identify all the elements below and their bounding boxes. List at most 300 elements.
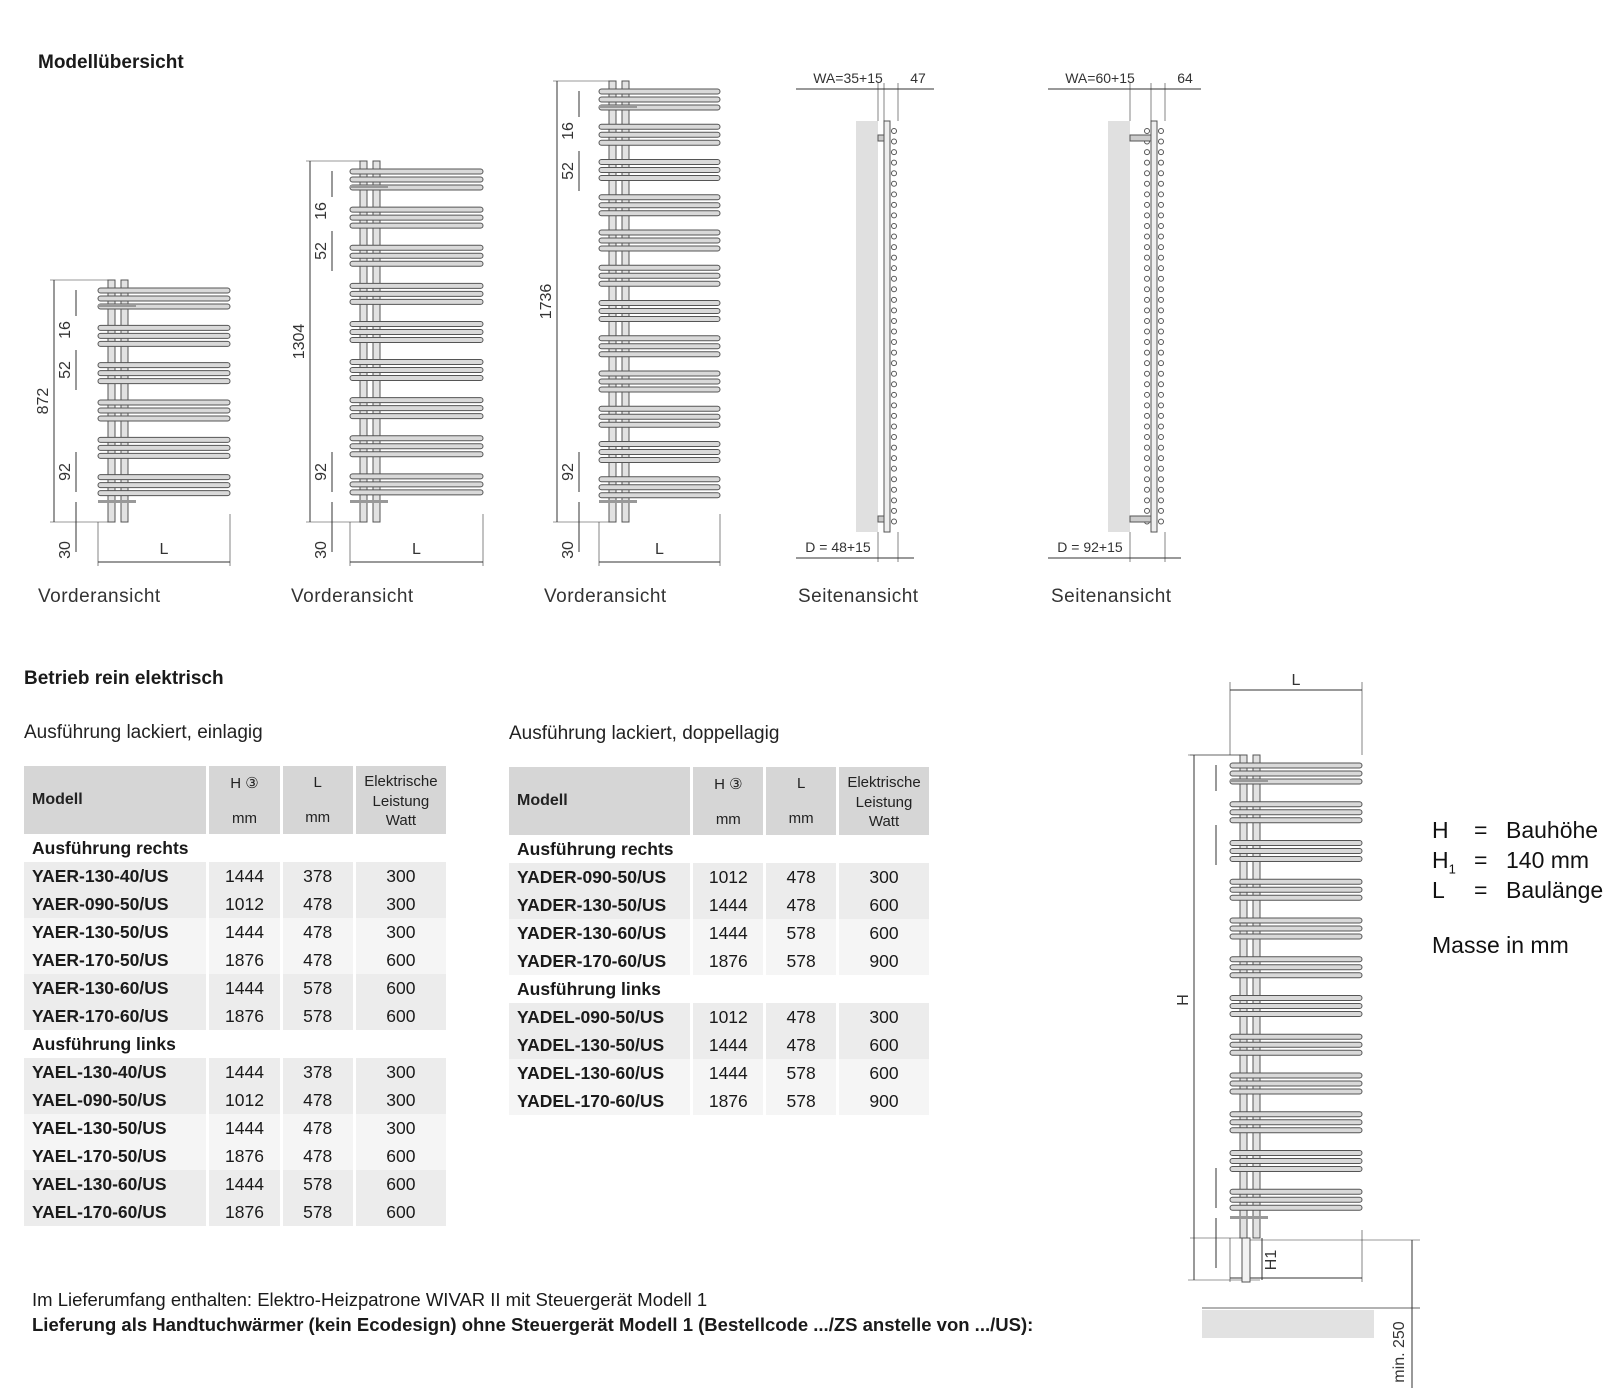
- bar-section: [1159, 435, 1164, 440]
- radiator-bar: [1230, 1197, 1362, 1202]
- bar-section: [892, 181, 897, 186]
- install-min-label: min. 250: [1391, 1321, 1409, 1383]
- radiator-bar: [1230, 1167, 1362, 1172]
- cell-length: 578: [283, 1002, 356, 1030]
- legend-h1: [1432, 847, 1589, 877]
- collector-side: [1151, 121, 1157, 532]
- header-h-unit: mm: [715, 810, 741, 828]
- spacing-label: 52: [313, 242, 331, 260]
- bar-section: [1145, 192, 1150, 197]
- radiator-bar: [350, 398, 483, 403]
- cell-height: 1012: [693, 1003, 766, 1031]
- bar-section: [1159, 192, 1164, 197]
- radiator-bar: [1230, 849, 1362, 854]
- cell-model: YADER-090-50/US: [509, 863, 693, 891]
- radiator-bar: [599, 422, 720, 427]
- radiator-bar: [98, 379, 230, 384]
- wall-distance-label: WA=35+15: [813, 70, 883, 86]
- bar-section: [1159, 181, 1164, 186]
- length-label: L: [159, 541, 169, 558]
- radiator-bar: [98, 437, 230, 442]
- legend-eq: =: [1474, 847, 1488, 873]
- connection-rod: [98, 304, 136, 307]
- bar-section: [892, 160, 897, 165]
- bar-section: [1145, 150, 1150, 155]
- radiator-bar: [1230, 1112, 1362, 1117]
- width-label: 64: [1177, 70, 1193, 86]
- table-row: [24, 1198, 446, 1226]
- bar-section: [892, 508, 897, 513]
- table-row: [24, 1142, 446, 1170]
- cell-power: 900: [839, 947, 929, 975]
- bar-section: [1145, 171, 1150, 176]
- cell-height: 1444: [693, 891, 766, 919]
- bar-section: [1145, 392, 1150, 397]
- header-power: [356, 766, 446, 834]
- cell-length: 578: [283, 1170, 356, 1198]
- radiator-bar: [1230, 1073, 1362, 1078]
- radiator-bar: [350, 321, 483, 326]
- radiator-bar: [599, 485, 720, 490]
- header-model: Modell: [509, 767, 693, 835]
- bar-section: [1159, 361, 1164, 366]
- cell-power: 300: [356, 1114, 446, 1142]
- group-row: [509, 975, 929, 1003]
- bar-section: [1159, 403, 1164, 408]
- radiator-bar: [1230, 1205, 1362, 1210]
- overview-title: Modellübersicht: [38, 52, 184, 73]
- floor: [1202, 1310, 1374, 1338]
- group-label: Ausführung rechts: [24, 834, 446, 862]
- bottom-label: 30: [313, 541, 331, 559]
- spacing-label: 16: [560, 122, 578, 140]
- radiator-bar: [599, 203, 720, 208]
- cell-length: 378: [283, 1058, 356, 1086]
- bar-section: [1159, 276, 1164, 281]
- cell-model: YAER-170-50/US: [24, 946, 209, 974]
- bar-section: [892, 371, 897, 376]
- bar-section: [892, 435, 897, 440]
- cell-power: 600: [356, 1198, 446, 1226]
- bar-section: [892, 382, 897, 387]
- radiator-bar: [350, 253, 483, 258]
- radiator-bar: [599, 160, 720, 165]
- cell-power: 600: [356, 1002, 446, 1030]
- cell-height: 1012: [209, 1086, 282, 1114]
- bar-section: [892, 477, 897, 482]
- radiator-bar: [599, 281, 720, 286]
- cell-height: 1876: [209, 1142, 282, 1170]
- bar-section: [1145, 477, 1150, 482]
- bar-section: [892, 202, 897, 207]
- cell-height: 1444: [693, 1031, 766, 1059]
- header-h: [693, 767, 766, 835]
- wall-bracket: [878, 135, 884, 141]
- radiator-bar: [350, 245, 483, 250]
- cell-model: YADEL-170-60/US: [509, 1087, 693, 1115]
- bar-section: [892, 340, 897, 345]
- table-double: [509, 767, 929, 1115]
- table-single: [24, 766, 446, 1226]
- connection-rod: [599, 105, 637, 108]
- radiator-bar: [350, 360, 483, 365]
- radiator-bar: [599, 317, 720, 322]
- bar-section: [892, 297, 897, 302]
- bar-section: [1159, 350, 1164, 355]
- radiator-bar: [350, 291, 483, 296]
- footer-delivery: Lieferung als Handtuchwärmer (kein Ecodesign) ohne Steuergerät Modell 1 (Bestellcode .../ZS anstelle von .../US):: [32, 1314, 1034, 1335]
- bar-section: [1145, 276, 1150, 281]
- bar-section: [892, 171, 897, 176]
- bar-section: [892, 487, 897, 492]
- cell-height: 1444: [209, 918, 282, 946]
- bar-section: [1145, 413, 1150, 418]
- radiator-bar: [599, 195, 720, 200]
- bar-section: [1145, 508, 1150, 513]
- group-label: Ausführung rechts: [509, 835, 929, 863]
- radiator-bar: [350, 329, 483, 334]
- table-row: [24, 946, 446, 974]
- bar-section: [892, 413, 897, 418]
- bar-section: [1159, 487, 1164, 492]
- installation-drawing: [1175, 672, 1420, 1388]
- bar-section: [1145, 350, 1150, 355]
- install-length-label: L: [1291, 672, 1301, 689]
- table-row: [24, 1114, 446, 1142]
- bar-section: [892, 498, 897, 503]
- radiator-bar: [599, 442, 720, 447]
- spacing-label: 16: [57, 321, 75, 339]
- bar-section: [1159, 508, 1164, 513]
- radiator-bar: [1230, 1120, 1362, 1125]
- connection-rod: [1230, 779, 1268, 782]
- radiator-bar: [599, 379, 720, 384]
- bar-section: [1145, 329, 1150, 334]
- cell-power: 600: [839, 891, 929, 919]
- cell-model: YAER-090-50/US: [24, 890, 209, 918]
- radiator-bar: [350, 482, 483, 487]
- spacing-label: 52: [57, 361, 75, 379]
- caption-front-c: Vorderansicht: [544, 586, 667, 607]
- bar-section: [1159, 213, 1164, 218]
- cell-model: YAER-170-60/US: [24, 1002, 209, 1030]
- wall-bracket: [878, 516, 884, 522]
- radiator-bar: [1230, 1089, 1362, 1094]
- radiator-bar: [599, 124, 720, 129]
- radiator-bar: [98, 453, 230, 458]
- bar-section: [892, 445, 897, 450]
- radiator-bar: [1230, 996, 1362, 1001]
- radiator-bar: [599, 176, 720, 181]
- bar-section: [892, 424, 897, 429]
- table-row: [24, 974, 446, 1002]
- radiator-bar: [98, 408, 230, 413]
- radiator-bar: [599, 414, 720, 419]
- radiator-bar: [350, 299, 483, 304]
- caption-front-a: Vorderansicht: [38, 586, 161, 607]
- wall: [856, 121, 878, 532]
- connection-rod: [1230, 1216, 1268, 1219]
- radiator-bar: [1230, 1012, 1362, 1017]
- bar-section: [892, 466, 897, 471]
- cell-height: 1012: [693, 863, 766, 891]
- radiator-bar: [599, 387, 720, 392]
- legend-eq: =: [1474, 817, 1488, 843]
- height-label: 1736: [538, 283, 556, 320]
- group-label: Ausführung links: [24, 1030, 446, 1058]
- cell-power: 600: [839, 1031, 929, 1059]
- bottom-label: 30: [560, 541, 578, 559]
- cell-length: 478: [766, 863, 839, 891]
- radiator-bar: [599, 89, 720, 94]
- bar-section: [1159, 245, 1164, 250]
- cell-power: 300: [356, 1058, 446, 1086]
- bar-section: [1159, 466, 1164, 471]
- cell-model: YADER-170-60/US: [509, 947, 693, 975]
- cell-length: 478: [283, 1142, 356, 1170]
- bar-section: [1145, 266, 1150, 271]
- bar-section: [892, 192, 897, 197]
- cell-power: 300: [356, 890, 446, 918]
- radiator-bar: [98, 483, 230, 488]
- radiator-bar: [1230, 965, 1362, 970]
- table-row: [24, 862, 446, 890]
- table-row: [509, 1003, 929, 1031]
- cell-power: 300: [356, 1086, 446, 1114]
- header-l-label: L: [796, 775, 806, 792]
- wall-bracket: [1130, 135, 1151, 141]
- bar-section: [1159, 382, 1164, 387]
- radiator-bar: [599, 238, 720, 243]
- bar-section: [1159, 456, 1164, 461]
- radiator-bar: [350, 207, 483, 212]
- radiator-bar: [599, 309, 720, 314]
- side-view-single: [796, 70, 934, 562]
- bar-section: [1145, 424, 1150, 429]
- install-height-label: H: [1175, 994, 1193, 1006]
- radiator-bar: [1230, 802, 1362, 807]
- width-label: 47: [910, 70, 926, 86]
- radiator-bar: [1230, 1050, 1362, 1055]
- legend-h: [1432, 817, 1598, 844]
- bar-section: [1159, 255, 1164, 260]
- bar-section: [1145, 466, 1150, 471]
- radiator-bar: [350, 283, 483, 288]
- radiator-bar: [1230, 841, 1362, 846]
- bar-section: [892, 150, 897, 155]
- cell-power: 600: [839, 919, 929, 947]
- bar-section: [1159, 160, 1164, 165]
- radiator-bar: [1230, 934, 1362, 939]
- radiator-bar: [599, 273, 720, 278]
- radiator-bar: [1230, 1159, 1362, 1164]
- radiator-bar: [599, 301, 720, 306]
- cell-height: 1876: [693, 1087, 766, 1115]
- depth-label: D = 48+15: [805, 539, 871, 555]
- group-row: [509, 835, 929, 863]
- cell-model: YADEL-130-60/US: [509, 1059, 693, 1087]
- radiator-bar: [350, 436, 483, 441]
- collector-side: [884, 121, 890, 532]
- radiator-bar: [1230, 818, 1362, 823]
- bar-section: [1159, 445, 1164, 450]
- length-label: L: [655, 541, 664, 558]
- radiator-bar: [350, 177, 483, 182]
- legend-l-value: Baulänge: [1506, 877, 1604, 903]
- radiator-bar: [1230, 973, 1362, 978]
- bar-section: [892, 350, 897, 355]
- header-power-label: Elektrische Leistung: [847, 773, 921, 811]
- table-row: [509, 891, 929, 919]
- radiator-bar: [599, 336, 720, 341]
- header-h-label: H ③: [714, 775, 743, 793]
- radiator-bar: [599, 246, 720, 251]
- cell-length: 578: [766, 1059, 839, 1087]
- cell-model: YAEL-130-40/US: [24, 1058, 209, 1086]
- cell-length: 478: [283, 946, 356, 974]
- radiator-bar: [599, 97, 720, 102]
- header-l: [766, 767, 839, 835]
- connection-rod: [98, 500, 136, 503]
- radiator-bar: [599, 352, 720, 357]
- header-power-label: Elektrische Leistung: [364, 772, 438, 810]
- cell-length: 478: [766, 1031, 839, 1059]
- bar-section: [1145, 255, 1150, 260]
- bar-section: [1145, 223, 1150, 228]
- bar-section: [892, 287, 897, 292]
- table-double-title: Ausführung lackiert, doppellagig: [509, 723, 780, 744]
- cell-power: 600: [356, 1170, 446, 1198]
- radiator-bar: [599, 477, 720, 482]
- caption-side-a: Seitenansicht: [798, 586, 919, 607]
- radiator-bar: [1230, 1042, 1362, 1047]
- length-label: L: [412, 541, 421, 558]
- legend-h-value: Bauhöhe: [1506, 817, 1599, 843]
- radiator-bar: [599, 168, 720, 173]
- group-row: [24, 1030, 446, 1058]
- group-label: Ausführung links: [509, 975, 929, 1003]
- bar-section: [1145, 308, 1150, 313]
- header-l-unit: mm: [788, 810, 814, 827]
- radiator-bar: [599, 450, 720, 455]
- table-row: [509, 863, 929, 891]
- cell-length: 478: [766, 891, 839, 919]
- bar-section: [1145, 340, 1150, 345]
- cell-length: 578: [766, 1087, 839, 1115]
- bar-section: [892, 213, 897, 218]
- bar-section: [1145, 456, 1150, 461]
- radiator-bar: [350, 490, 483, 495]
- bar-section: [892, 392, 897, 397]
- bottom-label: 30: [57, 541, 75, 559]
- bar-section: [1159, 202, 1164, 207]
- bar-section: [1145, 371, 1150, 376]
- radiator-bar: [1230, 879, 1362, 884]
- cell-power: 900: [839, 1087, 929, 1115]
- caption-front-b: Vorderansicht: [291, 586, 414, 607]
- height-label: 872: [35, 387, 53, 415]
- bar-section: [1145, 297, 1150, 302]
- bar-section: [1159, 318, 1164, 323]
- table-row: [509, 1087, 929, 1115]
- cell-height: 1444: [209, 1058, 282, 1086]
- cell-length: 578: [766, 947, 839, 975]
- legend-l: [1432, 877, 1603, 904]
- radiator-bar: [1230, 1004, 1362, 1009]
- bar-section: [1145, 160, 1150, 165]
- bar-section: [892, 456, 897, 461]
- cell-length: 478: [766, 1003, 839, 1031]
- wall-bracket: [1130, 516, 1151, 522]
- radiator-bar: [1230, 763, 1362, 768]
- group-row: [24, 834, 446, 862]
- cell-model: YAEL-130-50/US: [24, 1114, 209, 1142]
- cell-length: 578: [283, 1198, 356, 1226]
- caption-side-b: Seitenansicht: [1051, 586, 1172, 607]
- table-row: [24, 1002, 446, 1030]
- spacing-label: 92: [57, 463, 75, 481]
- cell-model: YAEL-130-60/US: [24, 1170, 209, 1198]
- bar-section: [1145, 403, 1150, 408]
- bar-section: [1159, 498, 1164, 503]
- radiator-bar: [1230, 1034, 1362, 1039]
- bar-section: [1145, 181, 1150, 186]
- radiator-bar: [599, 344, 720, 349]
- bar-section: [892, 519, 897, 524]
- radiator-bar: [599, 230, 720, 235]
- radiator-bar: [599, 493, 720, 498]
- legend-h-symbol: H: [1432, 817, 1449, 843]
- radiator-bar: [1230, 771, 1362, 776]
- cell-length: 478: [283, 918, 356, 946]
- table-row: [509, 919, 929, 947]
- legend-l-symbol: L: [1432, 877, 1445, 903]
- radiator-bar: [350, 215, 483, 220]
- bar-section: [1145, 245, 1150, 250]
- bar-section: [1145, 213, 1150, 218]
- bar-section: [1159, 266, 1164, 271]
- radiator-bar: [98, 445, 230, 450]
- radiator-bar: [350, 414, 483, 419]
- wall: [1108, 121, 1130, 532]
- footer-scope: Im Lieferumfang enthalten: Elektro-Heizpatrone WIVAR II mit Steuergerät Modell 1: [32, 1289, 708, 1310]
- spacing-label: 16: [313, 202, 331, 220]
- bar-section: [892, 129, 897, 134]
- cell-power: 600: [356, 1142, 446, 1170]
- bar-section: [1159, 129, 1164, 134]
- height-label: 1304: [291, 323, 309, 360]
- cell-height: 1444: [209, 862, 282, 890]
- cell-power: 600: [356, 946, 446, 974]
- radiator-bar: [350, 474, 483, 479]
- bar-section: [892, 361, 897, 366]
- cell-height: 1444: [209, 1114, 282, 1142]
- bar-section: [1159, 139, 1164, 144]
- connection-rod: [599, 500, 637, 503]
- radiator-bar: [98, 491, 230, 496]
- radiator-bar: [350, 406, 483, 411]
- radiator-bar: [599, 211, 720, 216]
- bar-section: [1159, 223, 1164, 228]
- radiator-bar: [1230, 1189, 1362, 1194]
- radiator-bar: [1230, 926, 1362, 931]
- bar-section: [1145, 129, 1150, 134]
- radiator-bar: [98, 416, 230, 421]
- radiator-bar: [350, 376, 483, 381]
- radiator-bar: [98, 333, 230, 338]
- bar-section: [1159, 392, 1164, 397]
- radiator-bar: [98, 325, 230, 330]
